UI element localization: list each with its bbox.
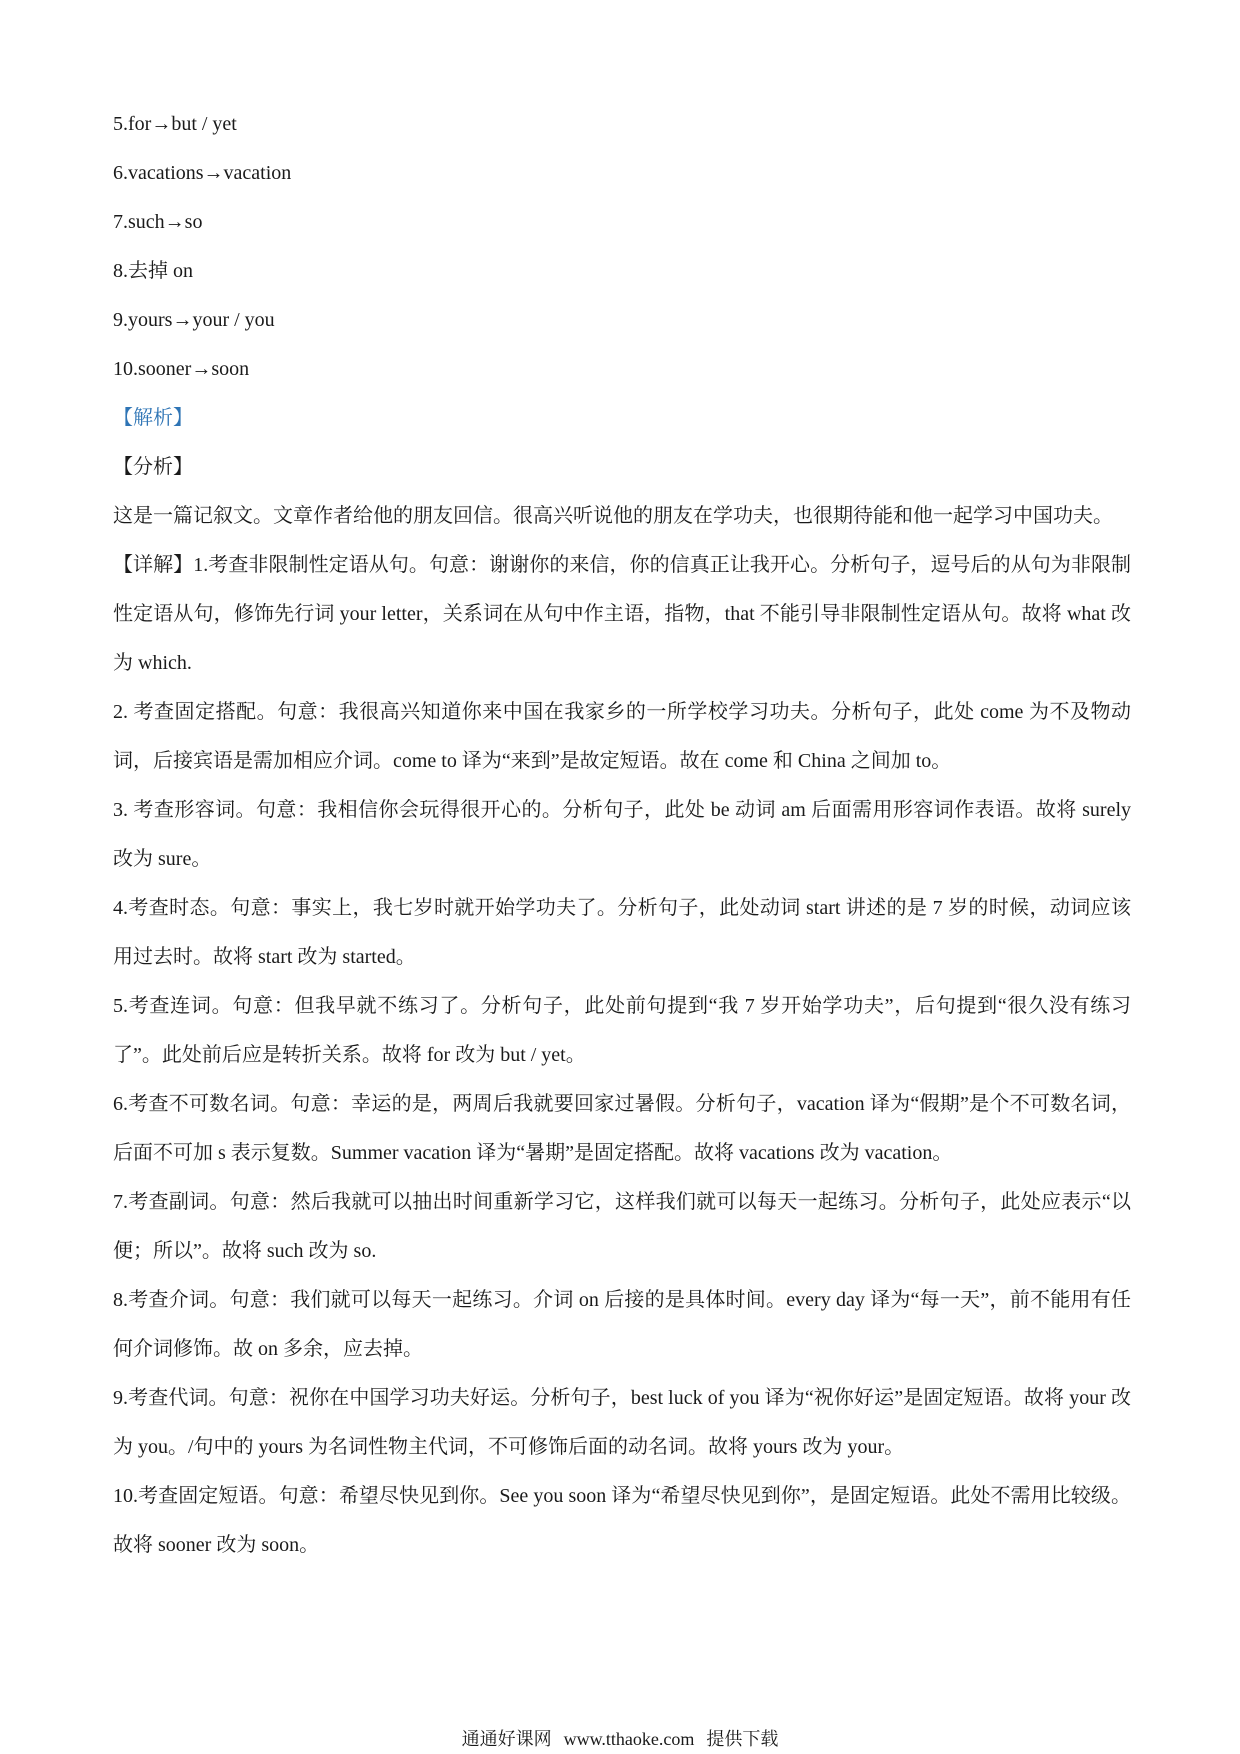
answer-9: 9.yours→your / you xyxy=(113,309,275,331)
explanation-2: 2. 考查固定搭配。句意：我很高兴知道你来中国在我家乡的一所学校学习功夫。分析句子，此处 come 为不及物动词，后接宾语是需加相应介词。come to 译为“来到”是故定短语。故在 come 和 China 之间加 to。 xyxy=(113,701,1131,772)
explanation-1: 【详解】1.考查非限制性定语从句。句意：谢谢你的来信，你的信真正让我开心。分析句子，逗号后的从句为非限制性定语从句，修饰先行词 your letter，关系词在从句中作主语，指物，that 不能引导非限制性定语从句。故将 what 改为 which. xyxy=(113,554,1131,674)
explanation-7: 7.考查副词。句意：然后我就可以抽出时间重新学习它，这样我们就可以每天一起练习。分析句子，此处应表示“以便；所以”。故将 such 改为 so. xyxy=(113,1191,1131,1262)
summary-paragraph: 这是一篇记叙文。文章作者给他的朋友回信。很高兴听说他的朋友在学功夫，也很期待能和他一起学习中国功夫。 xyxy=(113,505,1113,527)
footer-url[interactable]: www.tthaoke.com xyxy=(563,1729,695,1749)
footer-provider: 提供下载 xyxy=(706,1729,779,1749)
summary-tag: 【分析】 xyxy=(113,456,193,478)
page-footer xyxy=(0,1727,1240,1751)
footer-site-name: 通通好课网 xyxy=(461,1729,552,1749)
answer-6: 6.vacations→vacation xyxy=(113,162,292,184)
explanation-9: 9.考查代词。句意：祝你在中国学习功夫好运。分析句子，best luck of you 译为“祝你好运”是固定短语。故将 your 改为 you。/句中的 yours 为名词性物主代词，不可修饰后面的动名词。故将 yours 改为 your。 xyxy=(113,1387,1131,1458)
explanation-4: 4.考查时态。句意：事实上，我七岁时就开始学功夫了。分析句子，此处动词 start 讲述的是 7 岁的时候，动词应该用过去时。故将 start 改为 started。 xyxy=(113,897,1131,968)
answer-10: 10.sooner→soon xyxy=(113,358,250,380)
explanation-8: 8.考查介词。句意：我们就可以每天一起练习。介词 on 后接的是具体时间。every day 译为“每一天”，前不能用有任何介词修饰。故 on 多余，应去掉。 xyxy=(113,1289,1131,1360)
answer-7: 7.such→so xyxy=(113,211,203,233)
explanation-6: 6.考查不可数名词。句意：幸运的是，两周后我就要回家过暑假。分析句子，vacation 译为“假期”是个不可数名词，后面不可加 s 表示复数。Summer vacation 译为“暑期”是固定搭配。故将 vacations 改为 vacation。 xyxy=(113,1093,1131,1164)
answer-8: 8.去掉 on xyxy=(113,260,193,282)
analysis-tag: 【解析】 xyxy=(113,407,193,429)
explanation-5: 5.考查连词。句意：但我早就不练习了。分析句子，此处前句提到“我 7 岁开始学功夫”，后句提到“很久没有练习了”。此处前后应是转折关系。故将 for 改为 but / yet。 xyxy=(113,995,1131,1066)
answer-5: 5.for→but / yet xyxy=(113,113,237,135)
explanation-10: 10.考查固定短语。句意：希望尽快见到你。See you soon 译为“希望尽快见到你”，是固定短语。此处不需用比较级。故将 sooner 改为 soon。 xyxy=(113,1485,1131,1556)
document-body xyxy=(113,100,1131,1570)
explanation-3: 3. 考查形容词。句意：我相信你会玩得很开心的。分析句子，此处 be 动词 am 后面需用形容词作表语。故将 surely 改为 sure。 xyxy=(113,799,1131,870)
